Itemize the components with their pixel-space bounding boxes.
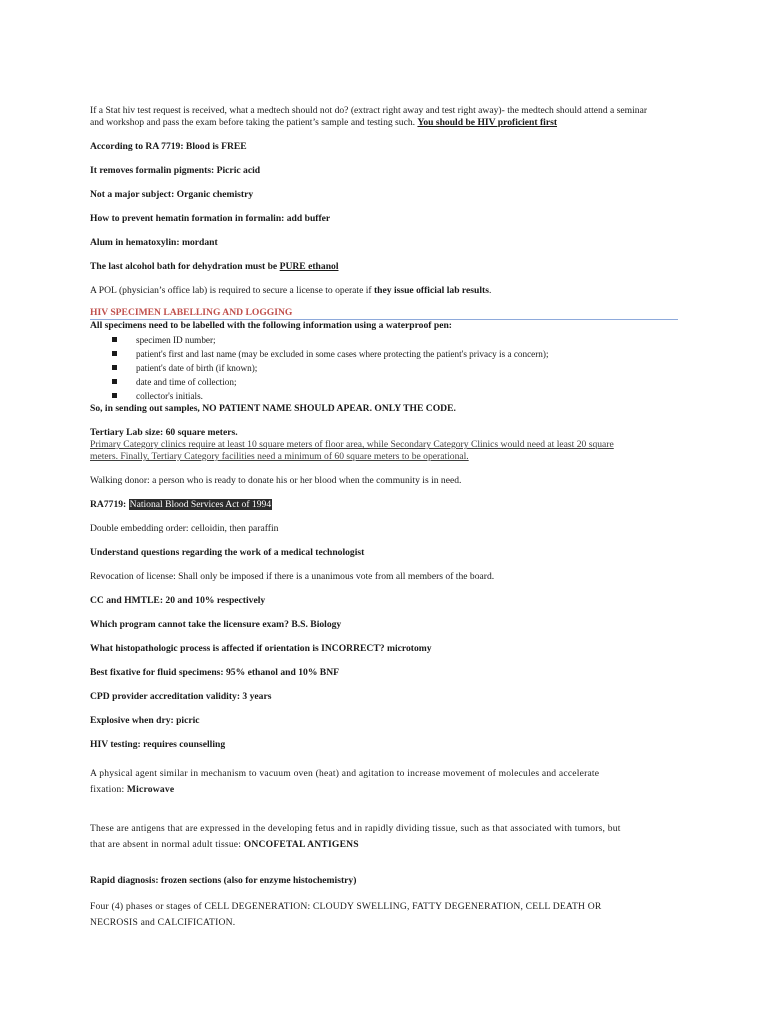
fixative-line: Best fixative for fluid specimens: 95% ethanol and 10% BNF: [90, 667, 339, 678]
double-embedding-line: Double embedding order: celloidin, then paraffin: [90, 523, 279, 534]
primary-line-1: Primary Category clinics require at least 10 square meters of floor area, while Secondary Category Clinics would need at least 20 square: [90, 439, 614, 450]
formalin-line: It removes formalin pigments: Picric acid: [90, 165, 261, 176]
alcohol-emphasis: PURE ethanol: [279, 261, 339, 272]
intro-emphasis: You should be HIV proficient first: [417, 117, 558, 128]
antigens-answer: ONCOFETAL ANTIGENS: [243, 839, 359, 850]
physical-agent-text: fixation:: [90, 784, 127, 795]
alum-line: Alum in hematoxylin: mordant: [90, 237, 218, 248]
physical-agent-line-2: [90, 784, 174, 796]
four-phases-line-1: Four (4) phases or stages of CELL DEGENERATION: CLOUDY SWELLING, FATTY DEGENERATION, CELL DEATH OR: [90, 901, 602, 912]
list-item: collector's initials.: [112, 389, 549, 403]
ra7719-highlight: National Blood Services Act of 1994: [129, 499, 272, 510]
antigens-line-1: These are antigens that are expressed in the developing fetus and in rapidly dividing tissue, such as that associated with tumors, but: [90, 823, 621, 834]
explosive-line: Explosive when dry: picric: [90, 715, 200, 726]
physical-agent-line-1: A physical agent similar in mechanism to vacuum oven (heat) and agitation to increase movement of molecules and accelerate: [90, 768, 600, 779]
major-subject-line: Not a major subject: Organic chemistry: [90, 189, 254, 200]
hematin-line: How to prevent hematin formation in formalin: add buffer: [90, 213, 331, 224]
tertiary-line: Tertiary Lab size: 60 square meters.: [90, 427, 238, 438]
primary-line-2: meters. Finally, Tertiary Category facilities need a minimum of 60 square meters to be operational.: [90, 451, 469, 462]
ra7719-blood-line: According to RA 7719: Blood is FREE: [90, 141, 247, 152]
ra7719-title-line: [90, 499, 272, 511]
pol-text: A POL (physician’s office lab) is required to secure a license to operate if: [90, 285, 374, 296]
antigens-line-2: [90, 839, 359, 851]
intro-line-1: If a Stat hiv test request is received, what a medtech should not do? (extract right away and test right away)- the medtech should attend a seminar: [90, 105, 648, 116]
pol-emphasis: they issue official lab results: [373, 285, 489, 296]
list-item: patient's first and last name (may be excluded in some cases where protecting the patient's privacy is a concern);: [112, 347, 549, 361]
sending-line: So, in sending out samples, NO PATIENT NAME SHOULD APEAR. ONLY THE CODE.: [90, 403, 456, 414]
intro-line-2: [90, 117, 557, 129]
alcohol-line: [90, 261, 339, 273]
understand-line: Understand questions regarding the work of a medical technologist: [90, 547, 365, 558]
pol-end: .: [488, 285, 492, 296]
antigens-text: that are absent in normal adult tissue:: [90, 839, 244, 850]
physical-agent-answer: Microwave: [126, 784, 175, 795]
histopathologic-line: What histopathologic process is affected if orientation is INCORRECT? microtomy: [90, 643, 432, 654]
pol-line: [90, 285, 491, 297]
cc-hmtle-line: CC and HMTLE: 20 and 10% respectively: [90, 595, 266, 606]
four-phases-line-2: NECROSIS and CALCIFICATION.: [90, 917, 236, 928]
alcohol-text: The last alcohol bath for dehydration must be: [90, 261, 280, 272]
ra7719-label: RA7719:: [90, 499, 129, 510]
program-line: Which program cannot take the licensure exam? B.S. Biology: [90, 619, 342, 630]
hiv-testing-line: HIV testing: requires counselling: [90, 739, 226, 750]
intro-text: and workshop and pass the exam before taking the patient’s sample and testing such.: [90, 117, 418, 128]
list-item: patient's date of birth (if known);: [112, 361, 549, 375]
revocation-line: Revocation of license: Shall only be imposed if there is a unanimous vote from all members of the board.: [90, 571, 495, 582]
list-item: date and time of collection;: [112, 375, 549, 389]
label-requirements-list: [112, 333, 549, 403]
rapid-diagnosis-line: Rapid diagnosis: frozen sections (also for enzyme histochemistry): [90, 875, 357, 886]
cpd-line: CPD provider accreditation validity: 3 years: [90, 691, 272, 702]
all-specimens-line: All specimens need to be labelled with the following information using a waterproof pen:: [90, 320, 452, 331]
walking-donor-line: Walking donor: a person who is ready to donate his or her blood when the community is in need.: [90, 475, 462, 486]
section-heading: HIV SPECIMEN LABELLING AND LOGGING: [90, 307, 293, 318]
list-item: specimen ID number;: [112, 333, 549, 347]
